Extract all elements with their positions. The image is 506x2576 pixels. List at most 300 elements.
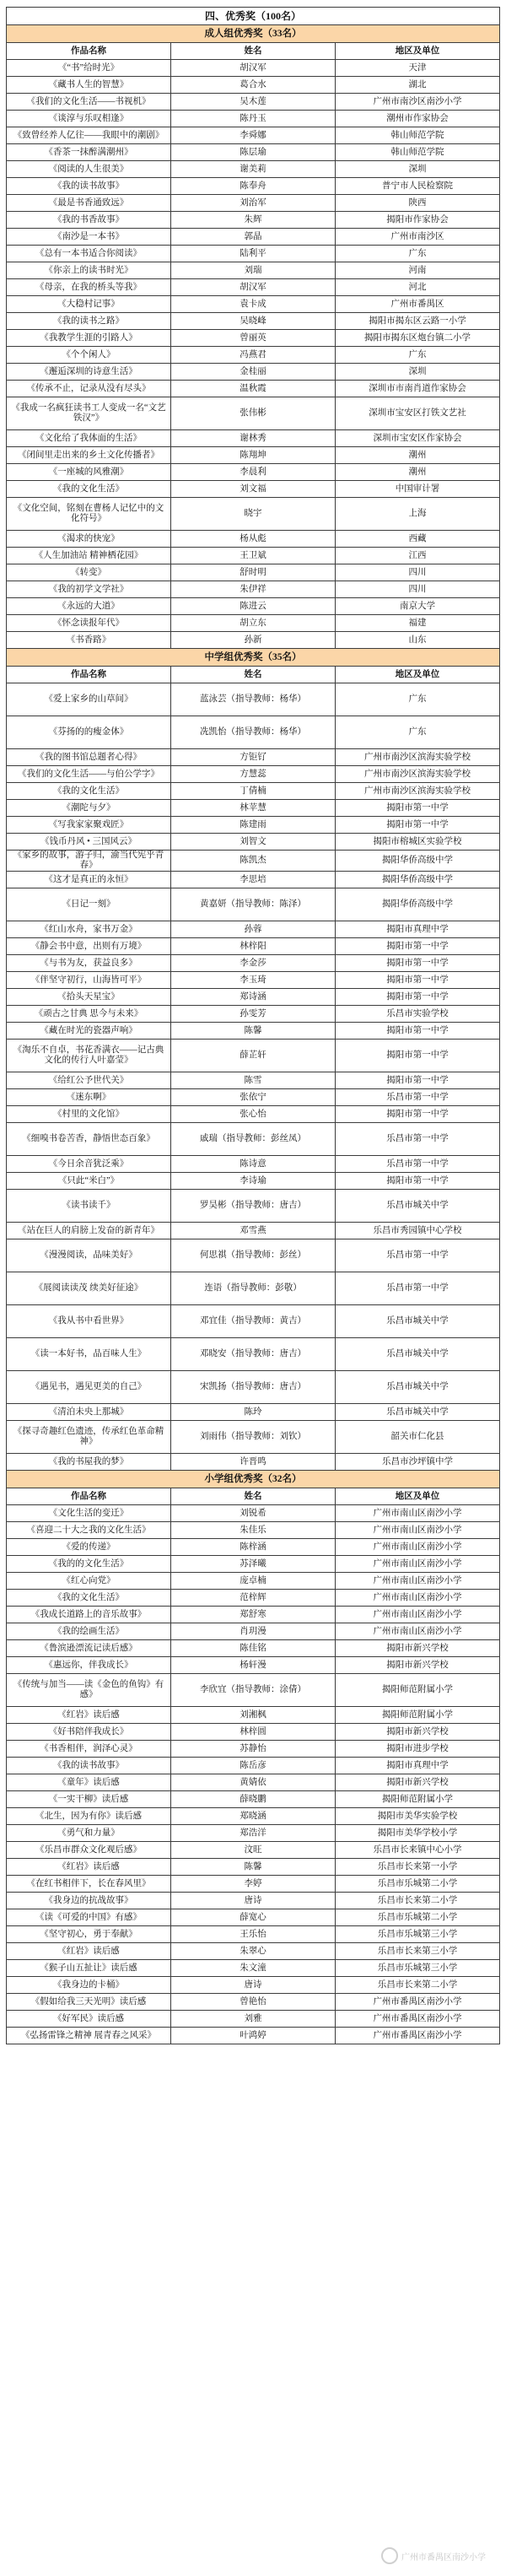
work-title-cell: 《只此“米白”》 xyxy=(7,1173,171,1190)
name-cell: 吴木莲 xyxy=(171,94,336,111)
table-row xyxy=(7,381,500,397)
table-row xyxy=(7,1106,500,1123)
work-title-cell: 《家乡的故事，游子归，渝当代宪乎青春》 xyxy=(7,851,171,872)
table-row xyxy=(7,1876,500,1893)
name-cell: 郑晓涵 xyxy=(171,1808,336,1825)
table-row xyxy=(7,481,500,498)
unit-cell: 广州市番禺区南沙小学 xyxy=(336,2011,500,2028)
unit-cell: 揭阳市第一中学 xyxy=(336,1023,500,1040)
table-row xyxy=(7,1943,500,1960)
table-row xyxy=(7,1223,500,1239)
name-cell: 陈进云 xyxy=(171,598,336,615)
unit-cell: 乐昌市乐城第二小学 xyxy=(336,1876,500,1893)
unit-cell: 揭阳市揭东区炮台镇二小学 xyxy=(336,330,500,347)
name-cell: 唐诗 xyxy=(171,1977,336,1994)
work-title-cell: 《致曾经养人亿往——我眼中的潮剧》 xyxy=(7,127,171,144)
work-title-cell: 《静会书中意，出则有万境》 xyxy=(7,938,171,955)
unit-cell: 揭阳市新兴学校 xyxy=(336,1640,500,1657)
unit-cell: 揭阳华侨高级中学 xyxy=(336,872,500,888)
work-title-cell: 《我的书香故事》 xyxy=(7,212,171,229)
name-cell: 孙雯芳 xyxy=(171,1006,336,1023)
unit-cell: 乐昌市城关中学 xyxy=(336,1404,500,1421)
section-heading: 小学组优秀奖（32名） xyxy=(7,1471,500,1488)
name-cell: 陈雪 xyxy=(171,1072,336,1089)
unit-cell: 揭阳师范附属小学 xyxy=(336,1674,500,1707)
name-cell: 叶鸿婷 xyxy=(171,2028,336,2044)
work-title-cell: 《我们的文化生活——与伯公学字》 xyxy=(7,766,171,783)
document-page xyxy=(6,0,500,2044)
unit-cell: 揭阳华侨高级中学 xyxy=(336,888,500,921)
name-cell: 张心怡 xyxy=(171,1106,336,1123)
table-row xyxy=(7,1640,500,1657)
unit-cell: 潮州 xyxy=(336,447,500,464)
name-cell: 李婷 xyxy=(171,1876,336,1893)
work-title-cell: 《文化空间，铭刻在曹杨人记忆中的文化符号》 xyxy=(7,498,171,531)
work-title-cell: 《大稳村记事》 xyxy=(7,296,171,313)
name-cell: 朱文潼 xyxy=(171,1960,336,1977)
table-row xyxy=(7,144,500,161)
work-title-cell: 《勇气和力量》 xyxy=(7,1825,171,1842)
work-title-cell: 《我的初学文学社》 xyxy=(7,581,171,598)
unit-cell: 乐昌市第一中学 xyxy=(336,1123,500,1156)
name-cell: 陈建雨 xyxy=(171,817,336,834)
unit-cell: 广州市南山区南沙小学 xyxy=(336,1590,500,1607)
table-row xyxy=(7,548,500,564)
column-header: 姓名 xyxy=(171,43,336,60)
unit-cell: 广州市南山区南沙小学 xyxy=(336,1607,500,1623)
work-title-cell: 《淘乐不自卓，书花香满衣——记古典文化的传行人叶嘉莹》 xyxy=(7,1040,171,1072)
table-row xyxy=(7,1926,500,1943)
unit-cell: 四川 xyxy=(336,581,500,598)
work-title-cell: 《今日余音犹泛乘》 xyxy=(7,1156,171,1173)
unit-cell: 乐昌市乐城第三小学 xyxy=(336,1960,500,1977)
table-row xyxy=(7,1040,500,1072)
name-cell: 胡立东 xyxy=(171,615,336,632)
name-cell: 李舜娜 xyxy=(171,127,336,144)
table-row xyxy=(7,1674,500,1707)
table-row xyxy=(7,989,500,1006)
work-title-cell: 《猴子山五扯让》读后感 xyxy=(7,1960,171,1977)
table-row xyxy=(7,1173,500,1190)
name-cell: 蓝泳芸（指导教师：杨华） xyxy=(171,683,336,716)
unit-cell: 四川 xyxy=(336,564,500,581)
unit-cell: 广州市南沙区滨海实验学校 xyxy=(336,766,500,783)
unit-cell: 揭阳市第一中学 xyxy=(336,1040,500,1072)
name-cell: 刘锐希 xyxy=(171,1505,336,1522)
name-cell: 谢林秀 xyxy=(171,430,336,447)
name-cell: 孙蓉 xyxy=(171,921,336,938)
table-row xyxy=(7,1156,500,1173)
work-title-cell: 《我们的文化生活——书视机》 xyxy=(7,94,171,111)
work-title-cell: 《弘扬雷锋之精神 展青春之风采》 xyxy=(7,2028,171,2044)
unit-cell: 福建 xyxy=(336,615,500,632)
table-row xyxy=(7,1454,500,1471)
work-title-cell: 《北生，因为有你》读后感 xyxy=(7,1808,171,1825)
name-cell: 胡汉军 xyxy=(171,60,336,77)
work-title-cell: 《拾头天星宝》 xyxy=(7,989,171,1006)
column-header: 作品名称 xyxy=(7,667,171,683)
work-title-cell: 《读《可爱的中国》有感》 xyxy=(7,1909,171,1926)
unit-cell: 揭阳华侨高级中学 xyxy=(336,851,500,872)
unit-cell: 陕西 xyxy=(336,195,500,212)
work-title-cell: 《我成长道路上的音乐故事》 xyxy=(7,1607,171,1623)
table-row xyxy=(7,1371,500,1404)
name-cell: 李晨利 xyxy=(171,464,336,481)
unit-cell: 乐昌市秀园镇中心学校 xyxy=(336,1223,500,1239)
name-cell: 张依宁 xyxy=(171,1089,336,1106)
unit-cell: 广州市南山区南沙小学 xyxy=(336,1539,500,1556)
table-row xyxy=(7,1089,500,1106)
work-title-cell: 《在红书相伴下，长在春风里》 xyxy=(7,1876,171,1893)
work-title-cell: 《惠远你，伴我成长》 xyxy=(7,1657,171,1674)
name-cell: 葛合水 xyxy=(171,77,336,94)
work-title-cell: 《藏在时光的瓷器声响》 xyxy=(7,1023,171,1040)
unit-cell: 河北 xyxy=(336,279,500,296)
name-cell: 谢美莉 xyxy=(171,161,336,178)
work-title-cell: 《童年》读后感 xyxy=(7,1774,171,1791)
name-cell: 刘智文 xyxy=(171,834,336,851)
section-heading: 中学组优秀奖（35名） xyxy=(7,649,500,667)
table-row xyxy=(7,598,500,615)
unit-cell: 揭阳市作家协会 xyxy=(336,212,500,229)
table-row xyxy=(7,364,500,381)
unit-cell: 深圳 xyxy=(336,161,500,178)
work-title-cell: 《漫漫阅读，品味美好》 xyxy=(7,1239,171,1272)
name-cell: 朱伊祥 xyxy=(171,581,336,598)
table-row xyxy=(7,1573,500,1590)
name-cell: 唐诗 xyxy=(171,1893,336,1909)
name-cell: 张伟彬 xyxy=(171,397,336,430)
work-title-cell: 《爱的传递》 xyxy=(7,1539,171,1556)
name-cell: 陈馨 xyxy=(171,1023,336,1040)
unit-cell: 乐昌市长来第二小学 xyxy=(336,1977,500,1994)
name-cell: 宋凯扬（指导教师：唐吉） xyxy=(171,1371,336,1404)
name-cell: 杨轩漫 xyxy=(171,1657,336,1674)
unit-cell: 乐昌市城关中学 xyxy=(336,1305,500,1338)
watermark xyxy=(381,2543,499,2568)
name-cell: 戚瑞（指导教师：彭丝凤） xyxy=(171,1123,336,1156)
table-row xyxy=(7,1707,500,1724)
work-title-cell: 《母亲，在我的桥头等我》 xyxy=(7,279,171,296)
table-title: 四、优秀奖（100名） xyxy=(7,8,500,25)
column-header: 姓名 xyxy=(171,1488,336,1505)
table-row xyxy=(7,1421,500,1454)
table-row xyxy=(7,1023,500,1040)
unit-cell: 揭阳师范附属小学 xyxy=(336,1707,500,1724)
work-title-cell: 《我的文化生活》 xyxy=(7,1590,171,1607)
table-row xyxy=(7,464,500,481)
unit-cell: 湖北 xyxy=(336,77,500,94)
table-row xyxy=(7,1893,500,1909)
table-row xyxy=(7,246,500,262)
unit-cell: 揭阳市第一中学 xyxy=(336,938,500,955)
unit-cell: 乐昌市长来第二小学 xyxy=(336,1893,500,1909)
table-row xyxy=(7,1607,500,1623)
unit-cell: 广州市南山区南沙小学 xyxy=(336,1505,500,1522)
name-cell: 林梓阳 xyxy=(171,938,336,955)
work-title-cell: 《爱上家乡的山草间》 xyxy=(7,683,171,716)
work-title-cell: 《我的文化生活》 xyxy=(7,481,171,498)
unit-cell: 广州市南山区南沙小学 xyxy=(336,1522,500,1539)
work-title-cell: 《迷东啊》 xyxy=(7,1089,171,1106)
table-row xyxy=(7,749,500,766)
unit-cell: 深圳 xyxy=(336,364,500,381)
unit-cell: 揭阳市第一中学 xyxy=(336,817,500,834)
name-cell: 何思祺（指导教师：彭丝） xyxy=(171,1239,336,1272)
table-row xyxy=(7,834,500,851)
unit-cell: 河南 xyxy=(336,262,500,279)
name-cell: 李诗瑜 xyxy=(171,1173,336,1190)
unit-cell: 韩山师范学院 xyxy=(336,127,500,144)
section-heading-row xyxy=(7,1471,500,1488)
unit-cell: 南京大学 xyxy=(336,598,500,615)
watermark-logo-icon xyxy=(381,2547,398,2564)
name-cell: 汶旺 xyxy=(171,1842,336,1859)
name-cell: 刘湘枫 xyxy=(171,1707,336,1724)
work-title-cell: 《藏书人生的智慧》 xyxy=(7,77,171,94)
name-cell: 陈玲 xyxy=(171,1404,336,1421)
name-cell: 苏泽曦 xyxy=(171,1556,336,1573)
name-cell: 冼凯怡（指导教师：杨华） xyxy=(171,716,336,749)
name-cell: 袁卡成 xyxy=(171,296,336,313)
unit-cell: 乐昌市乐城第二小学 xyxy=(336,1909,500,1926)
unit-cell: 韶关市仁化县 xyxy=(336,1421,500,1454)
table-row xyxy=(7,60,500,77)
table-row xyxy=(7,1808,500,1825)
work-title-cell: 《清泊未央上那城》 xyxy=(7,1404,171,1421)
work-title-cell: 《传承不止，记录从没有尽头》 xyxy=(7,381,171,397)
column-header: 作品名称 xyxy=(7,1488,171,1505)
unit-cell: 乐昌市长来第一小学 xyxy=(336,1859,500,1876)
table-row xyxy=(7,632,500,649)
name-cell: 郑舒寒 xyxy=(171,1607,336,1623)
work-title-cell: 《书香相伴，润泽心灵》 xyxy=(7,1741,171,1758)
name-cell: 胡汉军 xyxy=(171,279,336,296)
name-cell: 薛晓鹏 xyxy=(171,1791,336,1808)
unit-cell: 揭阳市第一中学 xyxy=(336,1072,500,1089)
table-row xyxy=(7,212,500,229)
work-title-cell: 《村里的文化馆》 xyxy=(7,1106,171,1123)
name-cell: 王卫斌 xyxy=(171,548,336,564)
unit-cell: 广东 xyxy=(336,246,500,262)
table-row xyxy=(7,262,500,279)
table-row xyxy=(7,581,500,598)
name-cell: 温秋霞 xyxy=(171,381,336,397)
work-title-cell: 《写我家家聚戏匠》 xyxy=(7,817,171,834)
name-cell: 刘雅 xyxy=(171,2011,336,2028)
name-cell: 郑浩洋 xyxy=(171,1825,336,1842)
table-row xyxy=(7,498,500,531)
table-row xyxy=(7,972,500,989)
work-title-cell: 《谈淳与乐叹相逢》 xyxy=(7,111,171,127)
unit-cell: 广州市番禺区 xyxy=(336,296,500,313)
name-cell: 曾丽英 xyxy=(171,330,336,347)
unit-cell: 揭阳师范附属小学 xyxy=(336,1791,500,1808)
unit-cell: 乐昌市城关中学 xyxy=(336,1371,500,1404)
table-row xyxy=(7,800,500,817)
unit-cell: 广州市南山区南沙小学 xyxy=(336,1623,500,1640)
work-title-cell: 《一实干柳》读后感 xyxy=(7,1791,171,1808)
name-cell: 连语（指导教师：彭敬） xyxy=(171,1272,336,1305)
name-cell: 陈丹玉 xyxy=(171,111,336,127)
table-row xyxy=(7,1842,500,1859)
name-cell: 陈翔坤 xyxy=(171,447,336,464)
watermark-text: 广州市番禺区南沙小学 xyxy=(401,2552,486,2562)
name-cell: 刘雨伟（指导教师：刘钦） xyxy=(171,1421,336,1454)
work-title-cell: 《传统与加当——读《金色的鱼钩》有感》 xyxy=(7,1674,171,1707)
unit-cell: 揭阳市新兴学校 xyxy=(336,1774,500,1791)
work-title-cell: 《渴求的快宠》 xyxy=(7,531,171,548)
work-title-cell: 《读书读千》 xyxy=(7,1190,171,1223)
work-title-cell: 《读一本好书，品百味人生》 xyxy=(7,1338,171,1371)
table-row xyxy=(7,1960,500,1977)
table-row xyxy=(7,1272,500,1305)
unit-cell: 韩山师范学院 xyxy=(336,144,500,161)
unit-cell: 广州市南沙区 xyxy=(336,229,500,246)
work-title-cell: 《永远的大道》 xyxy=(7,598,171,615)
table-row xyxy=(7,397,500,430)
unit-cell: 江西 xyxy=(336,548,500,564)
name-cell: 金桂丽 xyxy=(171,364,336,381)
unit-cell: 乐昌市长来镇中心小学 xyxy=(336,1842,500,1859)
name-cell: 苏静怡 xyxy=(171,1741,336,1758)
name-cell: 李思培 xyxy=(171,872,336,888)
name-cell: 陈馨 xyxy=(171,1859,336,1876)
work-title-cell: 《日记一刻》 xyxy=(7,888,171,921)
work-title-cell: 《顽古之甘典 思今与未来》 xyxy=(7,1006,171,1023)
work-title-cell: 《好军民》读后感 xyxy=(7,2011,171,2028)
name-cell: 邓晓安（指导教师：唐吉） xyxy=(171,1338,336,1371)
table-row xyxy=(7,1006,500,1023)
work-title-cell: 《红岩》读后感 xyxy=(7,1707,171,1724)
section-heading: 成人组优秀奖（33名） xyxy=(7,25,500,43)
work-title-cell: 《我的图书馆总题者心得》 xyxy=(7,749,171,766)
work-title-cell: 《鲁滨逊漂流记读后感》 xyxy=(7,1640,171,1657)
work-title-cell: 《好书陪伴我成长》 xyxy=(7,1724,171,1741)
table-row xyxy=(7,888,500,921)
unit-cell: 揭阳市第一中学 xyxy=(336,972,500,989)
table-row xyxy=(7,77,500,94)
work-title-cell: 《书香路》 xyxy=(7,632,171,649)
unit-cell: 广州市南沙区滨海实验学校 xyxy=(336,749,500,766)
unit-cell: 深圳市市南肖道作家协会 xyxy=(336,381,500,397)
name-cell: 郑诗涵 xyxy=(171,989,336,1006)
column-header: 地区及单位 xyxy=(336,667,500,683)
table-row xyxy=(7,1825,500,1842)
table-row xyxy=(7,447,500,464)
work-title-cell: 《文化生活的变迁》 xyxy=(7,1505,171,1522)
name-cell: 方钜钌 xyxy=(171,749,336,766)
unit-cell: 揭阳市第一中学 xyxy=(336,989,500,1006)
work-title-cell: 《我的绘画生活》 xyxy=(7,1623,171,1640)
unit-cell: 潮州市作家协会 xyxy=(336,111,500,127)
unit-cell: 广州市番禺区南沙小学 xyxy=(336,1994,500,2011)
unit-cell: 乐昌市城关中学 xyxy=(336,1338,500,1371)
work-title-cell: 《我的读书故事》 xyxy=(7,178,171,195)
table-row xyxy=(7,1758,500,1774)
name-cell: 邓宜佳（指导教师：黄吉） xyxy=(171,1305,336,1338)
unit-cell: 乐昌市第一中学 xyxy=(336,1089,500,1106)
unit-cell: 广东 xyxy=(336,683,500,716)
table-row xyxy=(7,1404,500,1421)
work-title-cell: 《我的文化生活》 xyxy=(7,783,171,800)
table-row xyxy=(7,872,500,888)
table-row xyxy=(7,1724,500,1741)
name-cell: 李玉琦 xyxy=(171,972,336,989)
work-title-cell: 《红山水舟，家书万金》 xyxy=(7,921,171,938)
work-title-cell: 《转变》 xyxy=(7,564,171,581)
name-cell: 邓雪燕 xyxy=(171,1223,336,1239)
work-title-cell: 《遇见书，遇见更美的自己》 xyxy=(7,1371,171,1404)
unit-cell: 揭阳市新兴学校 xyxy=(336,1657,500,1674)
table-row xyxy=(7,938,500,955)
work-title-cell: 《香茶一抹醉满潮州》 xyxy=(7,144,171,161)
unit-cell: 中国审计署 xyxy=(336,481,500,498)
name-cell: 陈岳彦 xyxy=(171,1758,336,1774)
unit-cell: 西藏 xyxy=(336,531,500,548)
name-cell: 林梓圆 xyxy=(171,1724,336,1741)
table-row xyxy=(7,1539,500,1556)
work-title-cell: 《我的书屋我的梦》 xyxy=(7,1454,171,1471)
work-title-cell: 《你亲上的读书时光》 xyxy=(7,262,171,279)
work-title-cell: 《细嗅书卷苦香，静悟世态百象》 xyxy=(7,1123,171,1156)
unit-cell: 上海 xyxy=(336,498,500,531)
unit-cell: 深圳市宝安区作家协会 xyxy=(336,430,500,447)
table-row xyxy=(7,615,500,632)
name-cell: 黄婧依 xyxy=(171,1774,336,1791)
name-cell: 丁倩楠 xyxy=(171,783,336,800)
work-title-cell: 《乐昌市群众文化观后感》 xyxy=(7,1842,171,1859)
unit-cell: 乐昌市乐城第三小学 xyxy=(336,1926,500,1943)
table-row xyxy=(7,817,500,834)
column-header: 地区及单位 xyxy=(336,43,500,60)
unit-cell: 揭阳市美华学校小学 xyxy=(336,1825,500,1842)
unit-cell: 揭阳市新兴学校 xyxy=(336,1724,500,1741)
work-title-cell: 《我从书中看世界》 xyxy=(7,1305,171,1338)
unit-cell: 山东 xyxy=(336,632,500,649)
work-title-cell: 《芬扬的的瘦金体》 xyxy=(7,716,171,749)
work-title-cell: 《文化给了我体面的生活》 xyxy=(7,430,171,447)
work-title-cell: 《一座城的风雅潮》 xyxy=(7,464,171,481)
work-title-cell: 《钱币丹风 • 三国风云》 xyxy=(7,834,171,851)
work-title-cell: 《邂逅深圳的诗意生活》 xyxy=(7,364,171,381)
unit-cell: 揭阳市真理中学 xyxy=(336,921,500,938)
work-title-cell: 《与书为友，获益良多》 xyxy=(7,955,171,972)
work-title-cell: 《假如给我三天光明》读后感 xyxy=(7,1994,171,2011)
work-title-cell: 《站在巨人的肩膀上发奋的新青年》 xyxy=(7,1223,171,1239)
unit-cell: 广州市南沙区滨海实验学校 xyxy=(336,783,500,800)
work-title-cell: 《我的读书之路》 xyxy=(7,313,171,330)
unit-cell: 揭阳市第一中学 xyxy=(336,1173,500,1190)
table-row xyxy=(7,1977,500,1994)
table-row xyxy=(7,1505,500,1522)
table-row xyxy=(7,1623,500,1640)
work-title-cell: 《最是书香通致远》 xyxy=(7,195,171,212)
work-title-cell: 《我教学生涯的引路人》 xyxy=(7,330,171,347)
unit-cell: 乐昌市第一中学 xyxy=(336,1156,500,1173)
award-table xyxy=(6,7,500,2044)
name-cell: 方慧蕊 xyxy=(171,766,336,783)
table-row xyxy=(7,683,500,716)
column-header: 地区及单位 xyxy=(336,1488,500,1505)
work-title-cell: 《红岩》读后感 xyxy=(7,1943,171,1960)
column-header: 姓名 xyxy=(171,667,336,683)
name-cell: 罗昊彬（指导教师：唐吉） xyxy=(171,1190,336,1223)
table-row xyxy=(7,330,500,347)
work-title-cell: 《我成一名疯狂读书工人变成一名“文艺铁汉”》 xyxy=(7,397,171,430)
name-cell: 舒时明 xyxy=(171,564,336,581)
work-title-cell: 《闭间里走出来的乡土文化传播者》 xyxy=(7,447,171,464)
